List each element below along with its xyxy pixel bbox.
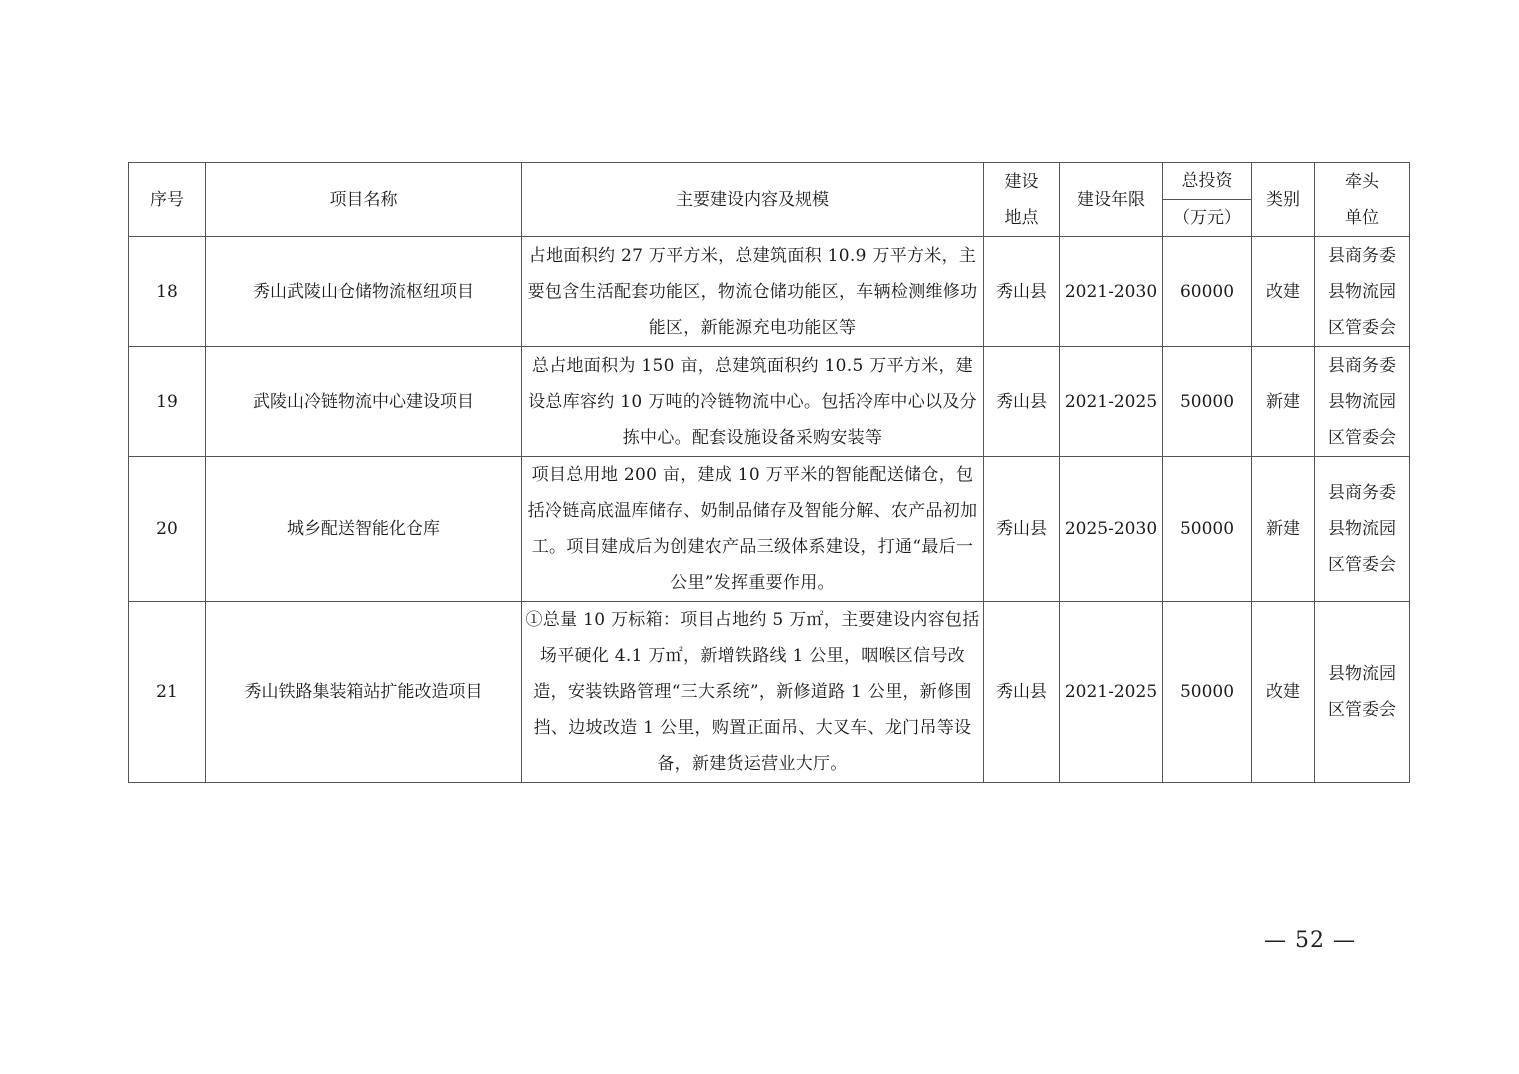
cell-name: 秀山铁路集装箱站扩能改造项目 (206, 602, 522, 783)
header-name: 项目名称 (206, 163, 522, 237)
cell-location: 秀山县 (984, 237, 1060, 347)
header-investment: 总投资 (1163, 163, 1252, 200)
cell-content: 总占地面积为 150 亩，总建筑面积约 10.5 万平方米，建设总库容约 10 万吨的冷链物流中心。包括冷库中心以及分拣中心。配套设施设备采购安装等 (522, 347, 984, 457)
cell-investment: 50000 (1163, 602, 1252, 783)
table-row (129, 602, 1410, 783)
cell-lead: 县商务委县物流园区管委会 (1315, 457, 1410, 602)
cell-name: 武陵山冷链物流中心建设项目 (206, 347, 522, 457)
cell-category: 改建 (1252, 237, 1315, 347)
cell-name: 城乡配送智能化仓库 (206, 457, 522, 602)
page-number: — 52 — (1264, 928, 1356, 953)
table-header-row (129, 163, 1410, 200)
cell-seq: 19 (129, 347, 206, 457)
header-lead-line2: 单位 (1345, 207, 1379, 228)
cell-investment: 50000 (1163, 347, 1252, 457)
cell-category: 改建 (1252, 602, 1315, 783)
header-investment-unit: （万元） (1163, 200, 1252, 237)
table-row (129, 457, 1410, 602)
cell-content: 占地面积约 27 万平方米，总建筑面积 10.9 万平方米，主要包含生活配套功能区，物流仓储功能区，车辆检测维修功能区，新能源充电功能区等 (522, 237, 984, 347)
cell-period: 2021-2025 (1060, 347, 1163, 457)
header-period: 建设年限 (1060, 163, 1163, 237)
cell-lead: 县物流园区管委会 (1315, 602, 1410, 783)
header-lead-line1: 牵头 (1345, 171, 1379, 192)
cell-period: 2025-2030 (1060, 457, 1163, 602)
cell-investment: 60000 (1163, 237, 1252, 347)
cell-seq: 20 (129, 457, 206, 602)
cell-seq: 18 (129, 237, 206, 347)
header-seq: 序号 (129, 163, 206, 237)
cell-seq: 21 (129, 602, 206, 783)
header-lead (1315, 163, 1410, 237)
cell-category: 新建 (1252, 347, 1315, 457)
header-location-line1: 建设 (1004, 171, 1039, 192)
table-row (129, 347, 1410, 457)
projects-table (128, 162, 1410, 783)
cell-name: 秀山武陵山仓储物流枢纽项目 (206, 237, 522, 347)
cell-category: 新建 (1252, 457, 1315, 602)
header-content: 主要建设内容及规模 (522, 163, 984, 237)
cell-period: 2021-2030 (1060, 237, 1163, 347)
cell-lead: 县商务委县物流园区管委会 (1315, 347, 1410, 457)
cell-investment: 50000 (1163, 457, 1252, 602)
cell-content: ①总量 10 万标箱：项目占地约 5 万㎡，主要建设内容包括场平硬化 4.1 万㎡，新增铁路线 1 公里，咽喉区信号改造，安装铁路管理“三大系统”，新修道路 1 公里，新修围挡、边坡改造 1 公里，购置正面吊、大叉车、龙门吊等设备，新建货运营业大厅。 (522, 602, 984, 783)
cell-location: 秀山县 (984, 602, 1060, 783)
cell-lead: 县商务委县物流园区管委会 (1315, 237, 1410, 347)
header-category: 类别 (1252, 163, 1315, 237)
cell-period: 2021-2025 (1060, 602, 1163, 783)
cell-location: 秀山县 (984, 347, 1060, 457)
header-location-line2: 地点 (1004, 207, 1039, 228)
cell-content: 项目总用地 200 亩，建成 10 万平米的智能配送储仓，包括冷链高底温库储存、奶制品储存及智能分解、农产品初加工。项目建成后为创建农产品三级体系建设，打通“最后一公里”发挥重要作用。 (522, 457, 984, 602)
header-location (984, 163, 1060, 237)
table-row (129, 237, 1410, 347)
cell-location: 秀山县 (984, 457, 1060, 602)
